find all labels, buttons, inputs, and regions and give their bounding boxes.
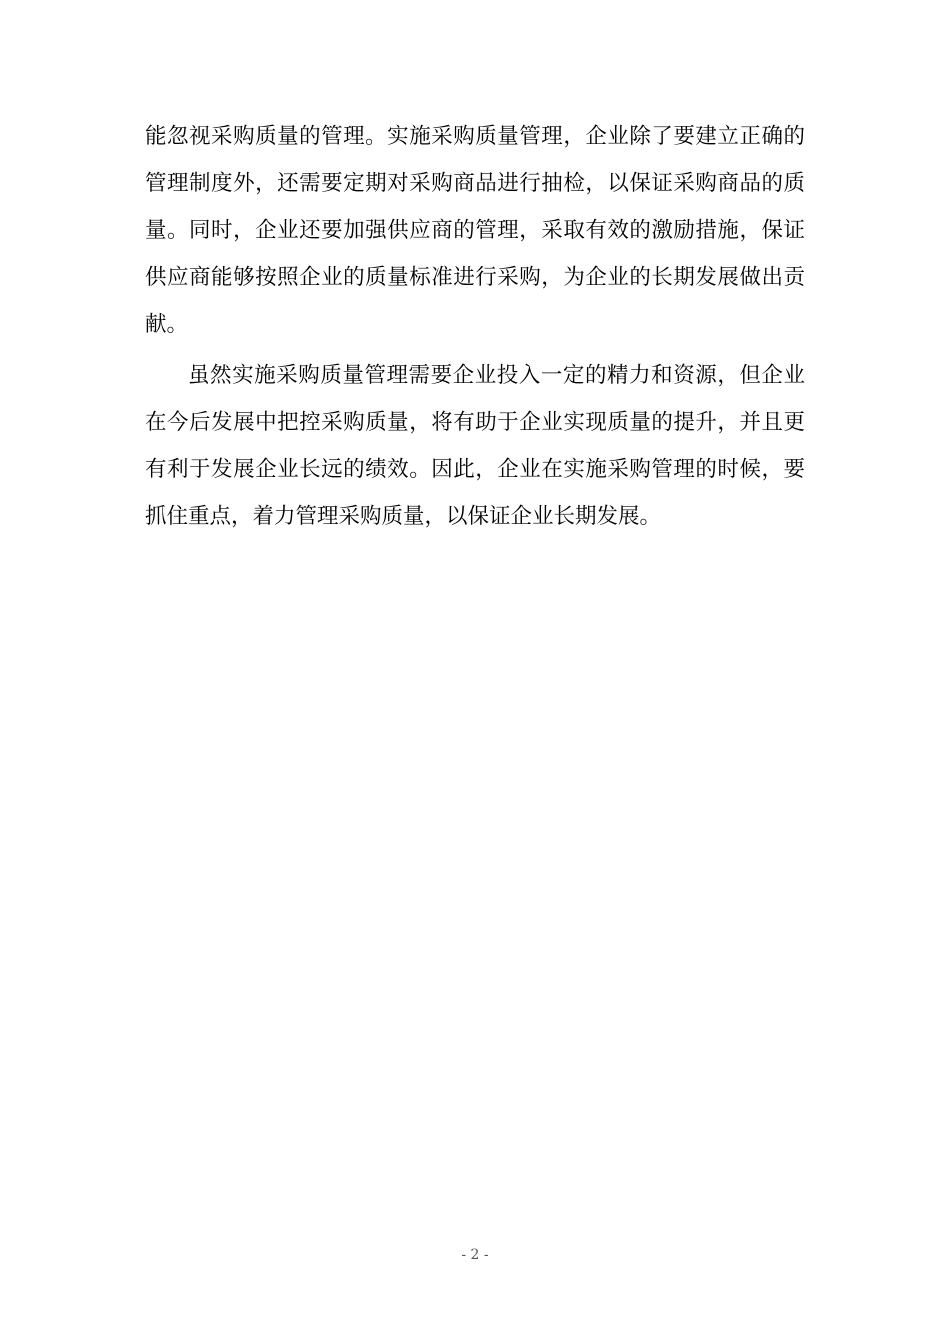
- document-body: [145, 113, 805, 540]
- paragraph-line: 虽然实施采购质量管理需要企业投入一定的精力和资源，但企业: [188, 363, 805, 388]
- paragraph-line: 在今后发展中把控采购质量，将有助于企业实现质量的提升，并且更: [145, 410, 805, 435]
- paragraph-line: 供应商能够按照企业的质量标准进行采购，为企业的长期发展做出贡: [145, 265, 805, 290]
- paragraph-1: [145, 113, 805, 348]
- paragraph-line: 量。同时，企业还要加强供应商的管理，采取有效的激励措施，保证: [145, 218, 805, 243]
- paragraph-line: 能忽视采购质量的管理。实施采购质量管理，企业除了要建立正确的: [145, 124, 805, 149]
- paragraph-line: 管理制度外，还需要定期对采购商品进行抽检，以保证采购商品的质: [145, 171, 805, 196]
- paragraph-2: [145, 352, 805, 540]
- paragraph-line: 有利于发展企业长远的绩效。因此，企业在实施采购管理的时候，要: [145, 457, 805, 482]
- page-number: - 2 -: [461, 1247, 489, 1263]
- paragraph-line: 抓住重点，着力管理采购质量，以保证企业长期发展。: [145, 504, 662, 529]
- paragraph-line: 献。: [145, 312, 189, 337]
